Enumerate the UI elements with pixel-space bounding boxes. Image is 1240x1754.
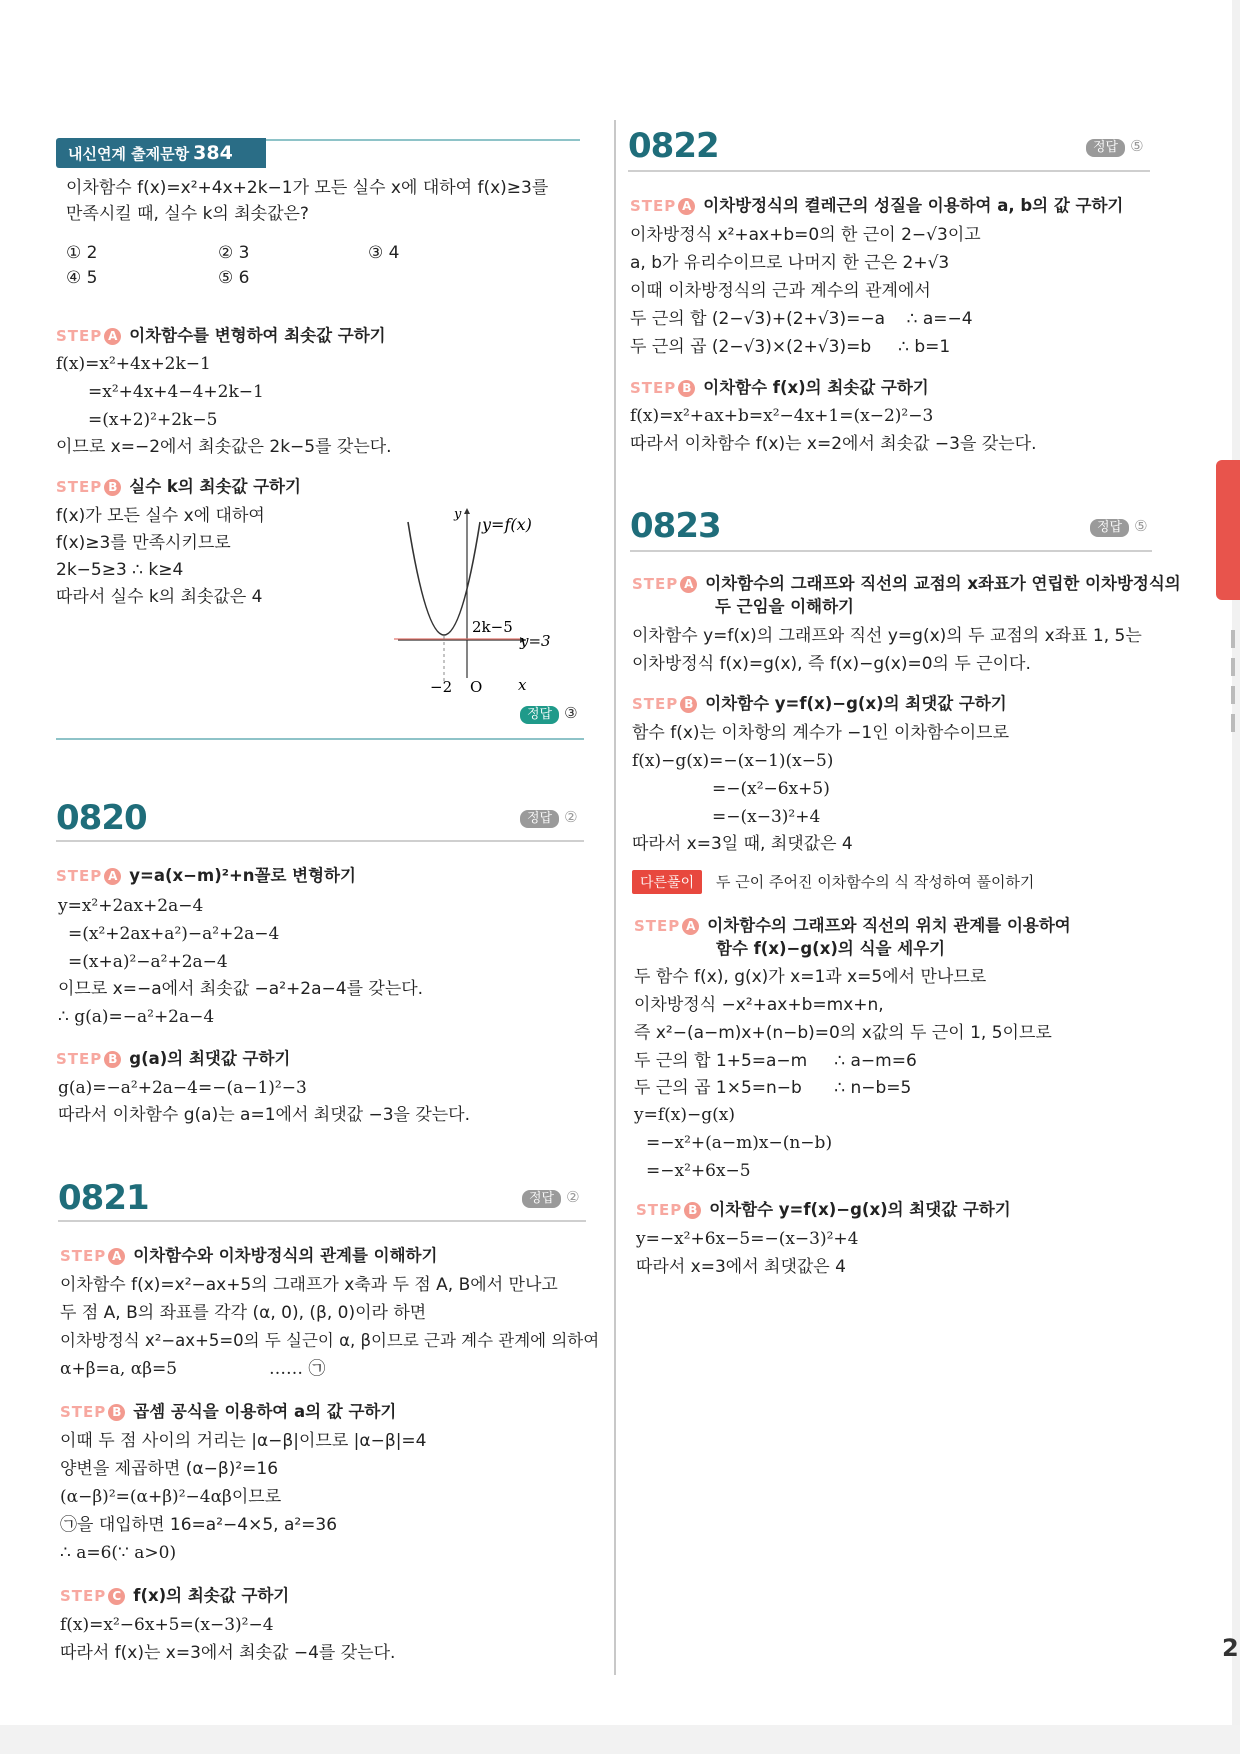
p0820-line: g(a)=−a²+2a−4=−(a−1)²−3 bbox=[58, 1078, 307, 1098]
choice-1: ① 2 bbox=[66, 243, 98, 263]
p0821-line: ∴ a=6(∵ a>0) bbox=[60, 1543, 177, 1563]
step-letter-icon: B bbox=[104, 1051, 121, 1068]
step-tag: STEP bbox=[60, 1247, 107, 1265]
related-step-b-heading bbox=[56, 473, 301, 497]
p0822-line: 이때 이차방정식의 근과 계수의 관계에서 bbox=[630, 281, 931, 301]
step-tag: STEP bbox=[56, 1050, 103, 1068]
chapter-side-tab bbox=[1216, 460, 1240, 600]
p0823-line: 함수 f(x)는 이차항의 계수가 −1인 이차함수이므로 bbox=[632, 723, 1009, 743]
step-tag: STEP bbox=[56, 867, 103, 885]
step-title: y=a(x−m)²+n꼴로 변형하기 bbox=[129, 866, 356, 885]
x-tick-label: −2 bbox=[430, 678, 453, 696]
step-letter-icon: B bbox=[684, 1202, 701, 1219]
line-label: y=3 bbox=[520, 632, 551, 650]
problem-rule bbox=[628, 170, 1150, 172]
alt-line: 이차방정식 −x²+ax+b=mx+n, bbox=[634, 995, 884, 1015]
p0823-line: 이차함수 y=f(x)의 그래프와 직선 y=g(x)의 두 교점의 x좌표 1, 5는 bbox=[632, 626, 1142, 646]
problem-number: 0822 bbox=[628, 126, 719, 166]
step-tag: STEP bbox=[630, 197, 677, 215]
step-letter-icon: B bbox=[680, 696, 697, 713]
column-divider bbox=[614, 120, 616, 1675]
step-title: 이차함수 y=f(x)−g(x)의 최댓값 구하기 bbox=[709, 1200, 1011, 1219]
p0821-line: 이때 두 점 사이의 거리는 |α−β|이므로 |α−β|=4 bbox=[60, 1431, 427, 1451]
y-axis-arrow-icon bbox=[464, 508, 470, 514]
related-step-b-line: f(x)가 모든 실수 x에 대하여 bbox=[56, 506, 265, 526]
choice-2: ② 3 bbox=[218, 243, 250, 263]
p0820-line: 이므로 x=−a에서 최솟값 −a²+2a−4를 갖는다. bbox=[58, 979, 424, 999]
min-label: 2k−5 bbox=[472, 618, 513, 636]
related-step-a-line: =(x+2)²+2k−5 bbox=[88, 410, 218, 430]
p0821-line: 따라서 f(x)는 x=3에서 최솟값 −4를 갖는다. bbox=[60, 1643, 396, 1663]
step-letter-icon: A bbox=[678, 198, 695, 215]
p0820-line: =(x+a)²−a²+2a−4 bbox=[68, 952, 228, 972]
p0821-step-a-heading bbox=[60, 1242, 437, 1266]
page-edge-shade bbox=[1232, 0, 1240, 1754]
answer-value: ② bbox=[566, 1188, 580, 1206]
answer-pill: 정답 bbox=[1086, 139, 1125, 157]
related-step-a-line: 이므로 x=−2에서 최솟값은 2k−5를 갖는다. bbox=[56, 437, 392, 457]
answer-value: ③ bbox=[564, 704, 578, 722]
answer-badge bbox=[520, 808, 578, 828]
step-letter-icon: B bbox=[104, 479, 121, 496]
problem-rule bbox=[630, 550, 1152, 552]
step-tag: STEP bbox=[630, 379, 677, 397]
choice-5: ⑤ 6 bbox=[218, 268, 250, 288]
related-question-line1: 이차함수 f(x)=x²+4x+2k−1가 모든 실수 x에 대하여 f(x)≥3를 bbox=[66, 178, 549, 198]
alt-solution-tag: 다른풀이 bbox=[632, 870, 702, 894]
p0823-step-b-heading bbox=[632, 690, 1007, 714]
p0820-step-a-heading bbox=[56, 862, 356, 886]
step-letter-icon: B bbox=[678, 380, 695, 397]
step-letter-icon: A bbox=[680, 576, 697, 593]
related-question-line2: 만족시킬 때, 실수 k의 최솟값은? bbox=[66, 204, 309, 224]
p0823-line: f(x)−g(x)=−(x−1)(x−5) bbox=[632, 751, 834, 771]
p0821-line: (α−β)²=(α+β)²−4αβ이므로 bbox=[60, 1487, 282, 1507]
p0821-step-c-heading bbox=[60, 1582, 289, 1606]
alt-line: 두 근의 곱 1×5=n−b ∴ n−b=5 bbox=[634, 1078, 912, 1098]
step-title: 이차함수 y=f(x)−g(x)의 최댓값 구하기 bbox=[705, 694, 1007, 713]
answer-badge bbox=[1086, 137, 1144, 157]
y-axis-label: y bbox=[454, 507, 462, 522]
section-rule bbox=[56, 738, 584, 740]
p0822-line: 이차방정식 x²+ax+b=0의 한 근이 2−√3이고 bbox=[630, 225, 981, 245]
p0823-step-a-title-cont: 두 근임을 이해하기 bbox=[715, 597, 855, 616]
answer-pill: 정답 bbox=[522, 1190, 561, 1208]
page-number: 2 bbox=[1222, 1634, 1239, 1662]
related-step-a-heading bbox=[56, 322, 386, 346]
p0823-line: =−(x−3)²+4 bbox=[712, 807, 821, 827]
parabola-graph bbox=[390, 500, 570, 700]
p0823-line: 따라서 x=3일 때, 최댓값은 4 bbox=[632, 834, 853, 854]
step-title: 이차함수의 그래프와 직선의 위치 관계를 이용하여 bbox=[707, 916, 1071, 935]
step-letter-icon: A bbox=[104, 868, 121, 885]
step-letter-icon: B bbox=[108, 1404, 125, 1421]
related-step-b-line: 2k−5≥3 ∴ k≥4 bbox=[56, 560, 184, 580]
related-tag-number: 384 bbox=[193, 142, 233, 164]
step-title: 곱셈 공식을 이용하여 a의 값 구하기 bbox=[133, 1402, 397, 1421]
step-title: 이차함수와 이차방정식의 관계를 이해하기 bbox=[133, 1246, 438, 1265]
p0821-line: 이차함수 f(x)=x²−ax+5의 그래프가 x축과 두 점 A, B에서 만나고 bbox=[60, 1275, 558, 1295]
p0821-line: α+β=a, αβ=5 …… ㉠ bbox=[60, 1359, 326, 1379]
p0820-line: 따라서 이차함수 g(a)는 a=1에서 최댓값 −3을 갖는다. bbox=[58, 1105, 471, 1125]
answer-pill: 정답 bbox=[520, 810, 559, 828]
problem-number: 0820 bbox=[56, 798, 147, 838]
related-tag-rule bbox=[266, 139, 580, 141]
p0821-line: 두 점 A, B의 좌표를 각각 (α, 0), (β, 0)이라 하면 bbox=[60, 1303, 427, 1323]
problem-rule bbox=[56, 840, 584, 842]
p0820-step-b-heading bbox=[56, 1045, 290, 1069]
step-tag: STEP bbox=[56, 478, 103, 496]
p0821-line: f(x)=x²−6x+5=(x−3)²−4 bbox=[60, 1615, 274, 1635]
related-answer-badge bbox=[520, 704, 578, 724]
answer-pill: 정답 bbox=[1090, 519, 1129, 537]
alt-step-a-title-cont: 함수 f(x)−g(x)의 식을 세우기 bbox=[716, 939, 946, 958]
choice-4: ④ 5 bbox=[66, 268, 98, 288]
step-tag: STEP bbox=[56, 327, 103, 345]
parabola-curve bbox=[408, 522, 480, 635]
step-tag: STEP bbox=[60, 1587, 107, 1605]
alt-step-a-heading bbox=[634, 912, 1071, 936]
p0820-line: ∴ g(a)=−a²+2a−4 bbox=[58, 1007, 215, 1027]
p0823-step-a-heading bbox=[632, 570, 1181, 594]
p0822-line: 두 근의 합 (2−√3)+(2+√3)=−a ∴ a=−4 bbox=[630, 309, 973, 329]
related-step-b-line: 따라서 실수 k의 최솟값은 4 bbox=[56, 587, 263, 607]
origin-label: O bbox=[470, 678, 483, 696]
answer-pill: 정답 bbox=[520, 706, 559, 724]
alt-line: 두 함수 f(x), g(x)가 x=1과 x=5에서 만나므로 bbox=[634, 967, 987, 987]
step-title: 이차함수의 그래프와 직선의 교점의 x좌표가 연립한 이차방정식의 bbox=[705, 574, 1181, 593]
p0821-line: 양변을 제곱하면 (α−β)²=16 bbox=[60, 1459, 279, 1479]
p0822-step-a-heading bbox=[630, 192, 1123, 216]
step-letter-icon: C bbox=[108, 1588, 125, 1605]
alt-line: 두 근의 합 1+5=a−m ∴ a−m=6 bbox=[634, 1051, 917, 1071]
step-title: g(a)의 최댓값 구하기 bbox=[129, 1049, 291, 1068]
p0822-line: a, b가 유리수이므로 나머지 한 근은 2+√3 bbox=[630, 253, 950, 273]
problem-rule bbox=[58, 1220, 586, 1222]
step-title: 실수 k의 최솟값 구하기 bbox=[129, 477, 301, 496]
step-title: 이차함수를 변형하여 최솟값 구하기 bbox=[129, 326, 386, 345]
answer-badge bbox=[522, 1188, 580, 1208]
step-letter-icon: A bbox=[108, 1248, 125, 1265]
answer-value: ② bbox=[564, 808, 578, 826]
p0820-line: y=x²+2ax+2a−4 bbox=[58, 896, 204, 916]
p0823-line: 이차방정식 f(x)=g(x), 즉 f(x)−g(x)=0의 두 근이다. bbox=[632, 654, 1031, 674]
step-title: f(x)의 최솟값 구하기 bbox=[133, 1586, 290, 1605]
step-letter-icon: A bbox=[104, 328, 121, 345]
step-title: 이차함수 f(x)의 최솟값 구하기 bbox=[703, 378, 929, 397]
alt-line: =−x²+6x−5 bbox=[646, 1161, 751, 1181]
p0822-line: 따라서 이차함수 f(x)는 x=2에서 최솟값 −3을 갖는다. bbox=[630, 434, 1037, 454]
alt-step-b-heading bbox=[636, 1196, 1011, 1220]
alt-line: =−x²+(a−m)x−(n−b) bbox=[646, 1133, 833, 1153]
step-tag: STEP bbox=[632, 695, 679, 713]
curve-label: y=f(x) bbox=[482, 515, 532, 534]
side-index-marks bbox=[1226, 620, 1240, 770]
problem-number: 0821 bbox=[58, 1178, 149, 1218]
x-axis-label: x bbox=[518, 676, 527, 694]
answer-value: ⑤ bbox=[1130, 137, 1144, 155]
alt-line: 따라서 x=3에서 최댓값은 4 bbox=[636, 1257, 846, 1277]
p0821-line: 이차방정식 x²−ax+5=0의 두 실근이 α, β이므로 근과 계수 관계에 의하여 bbox=[60, 1331, 600, 1350]
problem-number: 0823 bbox=[630, 506, 721, 546]
alt-line: 즉 x²−(a−m)x+(n−b)=0의 x값의 두 근이 1, 5이므로 bbox=[634, 1023, 1052, 1043]
step-tag: STEP bbox=[60, 1403, 107, 1421]
scan-bottom-band bbox=[0, 1725, 1240, 1754]
answer-value: ⑤ bbox=[1134, 517, 1148, 535]
p0822-step-b-heading bbox=[630, 374, 929, 398]
related-step-a-line: =x²+4x+4−4+2k−1 bbox=[88, 382, 264, 402]
choice-3: ③ 4 bbox=[368, 243, 400, 263]
step-tag: STEP bbox=[634, 917, 681, 935]
p0820-line: =(x²+2ax+a²)−a²+2a−4 bbox=[68, 924, 280, 944]
step-letter-icon: A bbox=[682, 918, 699, 935]
p0823-line: =−(x²−6x+5) bbox=[712, 779, 830, 799]
alt-line: y=f(x)−g(x) bbox=[634, 1105, 735, 1125]
related-step-a-line: f(x)=x²+4x+2k−1 bbox=[56, 354, 211, 374]
related-problem-tag bbox=[56, 138, 266, 168]
related-tag-prefix: 내신연계 출제문항 bbox=[68, 145, 190, 163]
p0821-step-b-heading bbox=[60, 1398, 396, 1422]
step-title: 이차방정식의 켤레근의 성질을 이용하여 a, b의 값 구하기 bbox=[703, 196, 1124, 215]
related-step-b-line: f(x)≥3를 만족시키므로 bbox=[56, 533, 231, 553]
answer-badge bbox=[1090, 517, 1148, 537]
alt-line: y=−x²+6x−5=−(x−3)²+4 bbox=[636, 1229, 859, 1249]
step-tag: STEP bbox=[636, 1201, 683, 1219]
p0822-line: 두 근의 곱 (2−√3)×(2+√3)=b ∴ b=1 bbox=[630, 337, 951, 357]
alt-solution-title: 두 근이 주어진 이차함수의 식 작성하여 풀이하기 bbox=[716, 873, 1035, 891]
p0821-line: ㉠을 대입하면 16=a²−4×5, a²=36 bbox=[60, 1515, 338, 1535]
step-tag: STEP bbox=[632, 575, 679, 593]
p0822-line: f(x)=x²+ax+b=x²−4x+1=(x−2)²−3 bbox=[630, 406, 934, 426]
